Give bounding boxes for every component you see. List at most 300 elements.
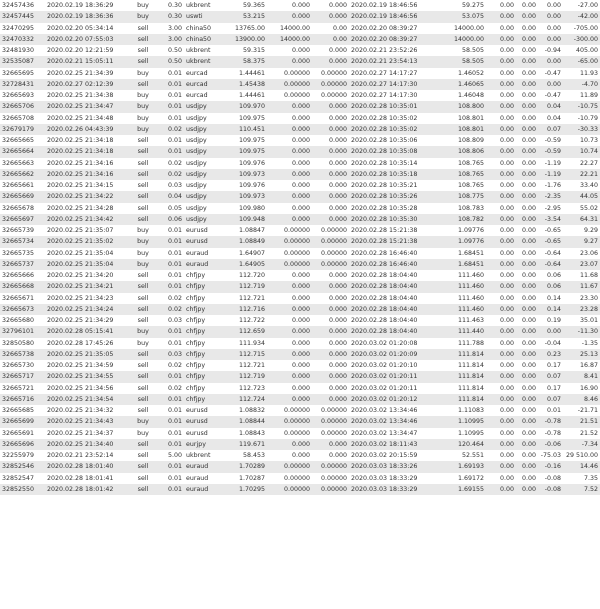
open-time-cell: 2020.02.20 12:21:59: [47, 47, 114, 55]
type-cell: sell: [137, 452, 149, 460]
symbol-cell: eurusd: [186, 429, 208, 437]
ticket-cell: 32470295: [2, 24, 35, 32]
symbol-cell: chfjpy: [186, 339, 206, 347]
open-price-cell: 109.973: [222, 169, 267, 180]
swap-cell: -0.08: [544, 474, 561, 482]
ticket-cell: 32665699: [0, 416, 45, 427]
open-time-cell: 2020.02.25 21:34:23: [47, 294, 114, 302]
taxes-cell: 0.00: [521, 204, 536, 212]
taxes-cell: 0.00: [516, 281, 538, 292]
ticket-cell: 32850580: [2, 339, 35, 347]
profit-cell: 16.87: [579, 362, 598, 370]
taxes-cell: 0.00: [521, 429, 536, 437]
open-time-cell: 2020.02.28 17:45:26: [47, 339, 114, 347]
ticket-cell: 32665697: [0, 214, 45, 225]
profit-cell: 23.06: [579, 249, 598, 257]
type-cell: sell: [137, 159, 149, 167]
type-cell: buy: [137, 429, 149, 437]
table-row: [0, 473, 600, 484]
taxes-cell: 0.00: [521, 69, 536, 77]
take-profit-cell: 0.000: [312, 214, 349, 225]
size-cell: 0.02: [167, 384, 182, 392]
open-time-cell: 2020.02.25 21:34:18: [45, 146, 130, 157]
type-cell: sell: [130, 394, 156, 405]
close-time-cell: 2020.02.28 10:35:08: [349, 146, 444, 157]
open-price-cell: 109.975: [238, 137, 265, 145]
ticket-cell: 32665695: [2, 69, 35, 77]
open-price-cell: 1.70287: [238, 474, 265, 482]
close-price-cell: 59.275: [461, 2, 484, 10]
type-cell: sell: [137, 362, 149, 370]
close-price-cell: 1.68451: [444, 259, 486, 270]
close-price-cell: 1.46065: [444, 79, 486, 90]
ticket-cell: 32665673: [0, 304, 45, 315]
close-price-cell: 111.788: [457, 339, 484, 347]
open-price-cell: 1.64905: [222, 259, 267, 270]
size-cell: 0.01: [156, 236, 184, 247]
close-time-cell: 2020.02.20 08:39:27: [349, 34, 444, 45]
open-price-cell: 111.934: [238, 339, 265, 347]
stop-loss-cell: 0.000: [291, 384, 310, 392]
take-profit-cell: 0.00000: [320, 69, 347, 77]
type-cell: sell: [137, 137, 149, 145]
symbol-cell: usdjpy: [184, 124, 222, 135]
close-price-cell: 108.801: [444, 124, 486, 135]
type-cell: sell: [130, 484, 156, 495]
open-price-cell: 112.721: [238, 362, 265, 370]
swap-cell: 0.00: [538, 326, 563, 337]
profit-cell: 23.28: [563, 304, 600, 315]
open-time-cell: 2020.02.25 21:34:28: [47, 204, 114, 212]
table-row: [0, 56, 600, 67]
take-profit-cell: 0.00000: [312, 236, 349, 247]
take-profit-cell: 0.000: [328, 339, 347, 347]
open-price-cell: 53.215: [222, 11, 267, 22]
close-time-cell: 2020.02.28 10:35:01: [349, 101, 444, 112]
commission-cell: 0.00: [486, 461, 516, 472]
open-price-cell: 13765.00: [234, 24, 265, 32]
table-row: [0, 169, 600, 180]
size-cell: 0.05: [167, 204, 182, 212]
stop-loss-cell: 0.000: [291, 362, 310, 370]
profit-cell: 22.27: [579, 159, 598, 167]
open-price-cell: 112.719: [222, 371, 267, 382]
commission-cell: 0.00: [486, 214, 516, 225]
open-time-cell: 2020.02.19 18:36:29: [47, 2, 114, 10]
commission-cell: 0.00: [499, 159, 514, 167]
profit-cell: 64.31: [563, 214, 600, 225]
symbol-cell: eurcad: [186, 69, 208, 77]
profit-cell: -42.00: [563, 11, 600, 22]
profit-cell: -1.35: [581, 339, 598, 347]
open-price-cell: 13900.00: [222, 34, 267, 45]
close-time-cell: 2020.03.02 13:34:46: [349, 416, 444, 427]
close-price-cell: 58.505: [461, 47, 484, 55]
commission-cell: 0.00: [499, 362, 514, 370]
open-price-cell: 112.659: [222, 326, 267, 337]
take-profit-cell: 0.000: [312, 146, 349, 157]
take-profit-cell: 0.000: [328, 137, 347, 145]
size-cell: 0.50: [167, 47, 182, 55]
swap-cell: -0.64: [538, 259, 563, 270]
taxes-cell: 0.00: [521, 272, 536, 280]
open-price-cell: 110.451: [222, 124, 267, 135]
stop-loss-cell: 0.00000: [267, 416, 312, 427]
open-time-cell: 2020.02.25 21:34:37: [47, 429, 114, 437]
type-cell: sell: [130, 214, 156, 225]
type-cell: buy: [130, 416, 156, 427]
close-price-cell: 1.10995: [457, 429, 484, 437]
open-price-cell: 1.08832: [238, 407, 265, 415]
commission-cell: 0.00: [499, 407, 514, 415]
taxes-cell: 0.00: [516, 259, 538, 270]
commission-cell: 0.00: [486, 304, 516, 315]
symbol-cell: euraud: [186, 474, 209, 482]
take-profit-cell: 0.00000: [312, 484, 349, 495]
symbol-cell: usdjpy: [186, 182, 207, 190]
table-row: [0, 135, 600, 146]
take-profit-cell: 0.00000: [312, 259, 349, 270]
swap-cell: 0.04: [538, 101, 563, 112]
open-time-cell: 2020.02.25 21:34:59: [47, 362, 114, 370]
stop-loss-cell: 0.000: [267, 326, 312, 337]
taxes-cell: 0.00: [521, 452, 536, 460]
profit-cell: 23.30: [579, 294, 598, 302]
take-profit-cell: 0.000: [328, 452, 347, 460]
close-price-cell: 1.69193: [444, 461, 486, 472]
profit-cell: -10.75: [563, 101, 600, 112]
close-time-cell: 2020.02.28 10:35:02: [351, 114, 418, 122]
swap-cell: -1.19: [544, 159, 561, 167]
type-cell: buy: [137, 227, 149, 235]
close-price-cell: 108.782: [444, 214, 486, 225]
stop-loss-cell: 0.000: [291, 339, 310, 347]
profit-cell: 7.52: [563, 484, 600, 495]
symbol-cell: usdjpy: [186, 114, 207, 122]
size-cell: 0.01: [167, 429, 182, 437]
close-price-cell: 108.765: [457, 159, 484, 167]
close-price-cell: 108.765: [444, 169, 486, 180]
profit-cell: 10.73: [579, 137, 598, 145]
commission-cell: 0.00: [486, 101, 516, 112]
close-time-cell: 2020.02.19 18:46:56: [349, 11, 444, 22]
size-cell: 0.02: [156, 169, 184, 180]
profit-cell: 55.02: [579, 204, 598, 212]
open-time-cell: 2020.02.28 18:01:40: [45, 461, 130, 472]
taxes-cell: 0.00: [516, 169, 538, 180]
open-price-cell: 59.365: [242, 2, 265, 10]
open-price-cell: 112.720: [238, 272, 265, 280]
profit-cell: -11.30: [563, 326, 600, 337]
profit-cell: 8.46: [563, 394, 600, 405]
taxes-cell: 0.00: [521, 182, 536, 190]
open-time-cell: 2020.02.25 21:34:54: [45, 394, 130, 405]
close-price-cell: 108.801: [457, 114, 484, 122]
commission-cell: 0.00: [499, 429, 514, 437]
size-cell: 0.01: [156, 371, 184, 382]
symbol-cell: ukbrent: [186, 2, 211, 10]
close-time-cell: 2020.03.02 13:34:47: [351, 429, 418, 437]
symbol-cell: chfjpy: [186, 294, 206, 302]
commission-cell: 0.00: [486, 484, 516, 495]
swap-cell: -0.94: [544, 47, 561, 55]
close-time-cell: 2020.02.21 23:54:13: [349, 56, 444, 67]
take-profit-cell: 0.00000: [320, 429, 347, 437]
close-time-cell: 2020.02.28 18:04:40: [349, 326, 444, 337]
ticket-cell: 32852550: [0, 484, 45, 495]
ticket-cell: 32665735: [2, 249, 35, 257]
commission-cell: 0.00: [486, 416, 516, 427]
swap-cell: -3.54: [538, 214, 563, 225]
symbol-cell: china50: [184, 34, 222, 45]
open-price-cell: 112.722: [238, 317, 265, 325]
table-row: [0, 23, 600, 34]
close-price-cell: 1.11083: [457, 407, 484, 415]
stop-loss-cell: 0.000: [291, 272, 310, 280]
open-time-cell: 2020.02.28 05:15:41: [45, 326, 130, 337]
swap-cell: 0.00: [546, 24, 561, 32]
open-price-cell: 1.08849: [222, 236, 267, 247]
profit-cell: -7.34: [563, 439, 600, 450]
profit-cell: 29 510.00: [565, 452, 598, 460]
taxes-cell: 0.00: [516, 236, 538, 247]
type-cell: sell: [137, 317, 149, 325]
profit-cell: 405.00: [575, 47, 598, 55]
symbol-cell: chfjpy: [186, 317, 206, 325]
commission-cell: 0.00: [486, 326, 516, 337]
swap-cell: 0.07: [538, 394, 563, 405]
take-profit-cell: 0.000: [312, 326, 349, 337]
profit-cell: -10.79: [577, 114, 598, 122]
close-time-cell: 2020.02.28 10:35:21: [351, 182, 418, 190]
symbol-cell: eurusd: [184, 236, 222, 247]
table-row: [0, 360, 600, 371]
stop-loss-cell: 0.00000: [267, 259, 312, 270]
commission-cell: 0.00: [486, 281, 516, 292]
swap-cell: 0.14: [538, 304, 563, 315]
table-row: [0, 315, 600, 326]
swap-cell: -0.06: [538, 439, 563, 450]
profit-cell: 7.35: [583, 474, 598, 482]
swap-cell: -1.76: [544, 182, 561, 190]
taxes-cell: 0.00: [516, 124, 538, 135]
ticket-cell: 32665734: [0, 236, 45, 247]
ticket-cell: 32665661: [2, 182, 35, 190]
type-cell: sell: [137, 47, 149, 55]
size-cell: 0.01: [156, 326, 184, 337]
stop-loss-cell: 0.000: [291, 2, 310, 10]
open-time-cell: 2020.02.25 21:34:48: [47, 114, 114, 122]
type-cell: sell: [130, 169, 156, 180]
swap-cell: -0.65: [538, 236, 563, 247]
profit-cell: -4.70: [563, 79, 600, 90]
take-profit-cell: 0.00: [312, 34, 349, 45]
stop-loss-cell: 0.00000: [283, 92, 310, 100]
commission-cell: 0.00: [499, 227, 514, 235]
swap-cell: 0.00: [538, 56, 563, 67]
open-time-cell: 2020.02.25 21:34:55: [45, 371, 130, 382]
type-cell: buy: [130, 11, 156, 22]
ticket-cell: 32728431: [0, 79, 45, 90]
close-time-cell: 2020.02.19 18:46:56: [351, 2, 418, 10]
table-row: [0, 270, 600, 281]
commission-cell: 0.00: [499, 2, 514, 10]
ticket-cell: 32665708: [2, 114, 35, 122]
stop-loss-cell: 0.000: [267, 11, 312, 22]
taxes-cell: 0.00: [516, 326, 538, 337]
open-time-cell: 2020.02.26 04:43:39: [45, 124, 130, 135]
take-profit-cell: 0.000: [312, 394, 349, 405]
close-time-cell: 2020.02.28 16:46:40: [351, 249, 418, 257]
open-time-cell: 2020.02.28 18:01:42: [45, 484, 130, 495]
close-price-cell: 108.765: [457, 182, 484, 190]
swap-cell: -0.59: [538, 146, 563, 157]
close-price-cell: 1.69172: [457, 474, 484, 482]
stop-loss-cell: 0.000: [267, 349, 312, 360]
swap-cell: -0.64: [544, 249, 561, 257]
size-cell: 0.02: [156, 304, 184, 315]
close-time-cell: 2020.03.02 20:15:59: [351, 452, 418, 460]
swap-cell: 0.17: [546, 362, 561, 370]
stop-loss-cell: 0.000: [267, 214, 312, 225]
take-profit-cell: 0.000: [312, 191, 349, 202]
open-price-cell: 112.719: [222, 281, 267, 292]
table-row: [0, 203, 600, 214]
commission-cell: 0.00: [486, 169, 516, 180]
taxes-cell: 0.00: [516, 101, 538, 112]
stop-loss-cell: 0.00000: [283, 69, 310, 77]
open-price-cell: 109.948: [222, 214, 267, 225]
ticket-cell: 32470332: [0, 34, 45, 45]
table-row: [0, 124, 600, 135]
ticket-cell: 32665739: [2, 227, 35, 235]
stop-loss-cell: 0.000: [267, 191, 312, 202]
ticket-cell: 32665737: [0, 259, 45, 270]
size-cell: 0.01: [156, 79, 184, 90]
take-profit-cell: 0.00000: [320, 474, 347, 482]
close-time-cell: 2020.03.03 18:33:26: [349, 461, 444, 472]
commission-cell: 0.00: [486, 11, 516, 22]
swap-cell: -75.03: [540, 452, 561, 460]
size-cell: 0.30: [167, 2, 182, 10]
stop-loss-cell: 14000.00: [267, 34, 312, 45]
table-row: [0, 225, 600, 236]
close-time-cell: 2020.03.02 18:11:43: [349, 439, 444, 450]
size-cell: 0.01: [156, 394, 184, 405]
taxes-cell: 0.00: [516, 56, 538, 67]
table-row: [0, 405, 600, 416]
type-cell: sell: [137, 294, 149, 302]
taxes-cell: 0.00: [516, 416, 538, 427]
open-price-cell: 109.980: [238, 204, 265, 212]
open-time-cell: 2020.02.25 21:34:21: [45, 281, 130, 292]
taxes-cell: 0.00: [521, 317, 536, 325]
size-cell: 0.02: [167, 159, 182, 167]
type-cell: sell: [137, 24, 149, 32]
type-cell: sell: [137, 474, 149, 482]
close-price-cell: 1.68451: [457, 249, 484, 257]
close-price-cell: 111.460: [457, 272, 484, 280]
symbol-cell: usdjpy: [184, 146, 222, 157]
symbol-cell: chfjpy: [184, 349, 222, 360]
size-cell: 0.01: [156, 461, 184, 472]
open-time-cell: 2020.02.28 18:01:41: [47, 474, 114, 482]
type-cell: sell: [137, 204, 149, 212]
open-price-cell: 109.976: [238, 159, 265, 167]
symbol-cell: euraud: [184, 461, 222, 472]
close-price-cell: 108.800: [444, 101, 486, 112]
ticket-cell: 32665671: [2, 294, 35, 302]
close-price-cell: 111.814: [444, 371, 486, 382]
close-time-cell: 2020.02.28 15:21:38: [349, 236, 444, 247]
open-price-cell: 1.64907: [238, 249, 265, 257]
table-row: [0, 371, 600, 382]
type-cell: sell: [130, 79, 156, 90]
take-profit-cell: 0.000: [328, 159, 347, 167]
size-cell: 0.04: [156, 191, 184, 202]
close-time-cell: 2020.02.20 08:39:27: [351, 24, 418, 32]
close-time-cell: 2020.02.21 23:52:26: [351, 47, 418, 55]
taxes-cell: 0.00: [521, 24, 536, 32]
stop-loss-cell: 0.000: [267, 101, 312, 112]
table-row: [0, 259, 600, 270]
close-time-cell: 2020.02.27 14:17:27: [351, 69, 418, 77]
symbol-cell: euraud: [186, 249, 209, 257]
open-time-cell: 2020.02.25 21:35:07: [47, 227, 114, 235]
symbol-cell: usdjpy: [186, 137, 207, 145]
type-cell: sell: [130, 191, 156, 202]
close-time-cell: 2020.02.28 10:35:06: [351, 137, 418, 145]
taxes-cell: 0.00: [516, 11, 538, 22]
profit-cell: 11.89: [579, 92, 598, 100]
symbol-cell: usdjpy: [186, 159, 207, 167]
open-price-cell: 112.716: [222, 304, 267, 315]
stop-loss-cell: 0.000: [267, 439, 312, 450]
size-cell: 0.01: [156, 281, 184, 292]
size-cell: 0.01: [167, 407, 182, 415]
stop-loss-cell: 0.00000: [267, 79, 312, 90]
open-price-cell: 1.44461: [238, 69, 265, 77]
ticket-cell: 32852547: [2, 474, 35, 482]
open-time-cell: 2020.02.25 21:35:04: [45, 259, 130, 270]
type-cell: buy: [137, 339, 149, 347]
ticket-cell: 32481930: [2, 47, 35, 55]
table-row: [0, 326, 600, 337]
take-profit-cell: 0.000: [312, 349, 349, 360]
open-time-cell: 2020.02.25 21:34:18: [47, 137, 114, 145]
swap-cell: -0.78: [538, 416, 563, 427]
stop-loss-cell: 0.000: [291, 317, 310, 325]
take-profit-cell: 0.00: [332, 24, 347, 32]
ticket-cell: 32665662: [0, 169, 45, 180]
table-row: [0, 180, 600, 191]
table-row: [0, 113, 600, 124]
ticket-cell: 32665668: [0, 281, 45, 292]
type-cell: buy: [130, 259, 156, 270]
close-time-cell: 2020.02.28 10:35:28: [351, 204, 418, 212]
open-price-cell: 112.715: [222, 349, 267, 360]
size-cell: 0.01: [156, 439, 184, 450]
stop-loss-cell: 0.00000: [283, 407, 310, 415]
open-time-cell: 2020.02.25 21:34:47: [45, 101, 130, 112]
open-time-cell: 2020.02.25 21:34:56: [47, 384, 114, 392]
profit-cell: -705.00: [573, 24, 598, 32]
table-row: [0, 101, 600, 112]
symbol-cell: ukbrent: [184, 56, 222, 67]
close-time-cell: 2020.03.02 01:20:08: [351, 339, 418, 347]
symbol-cell: ukbrent: [186, 47, 211, 55]
size-cell: 0.01: [156, 484, 184, 495]
